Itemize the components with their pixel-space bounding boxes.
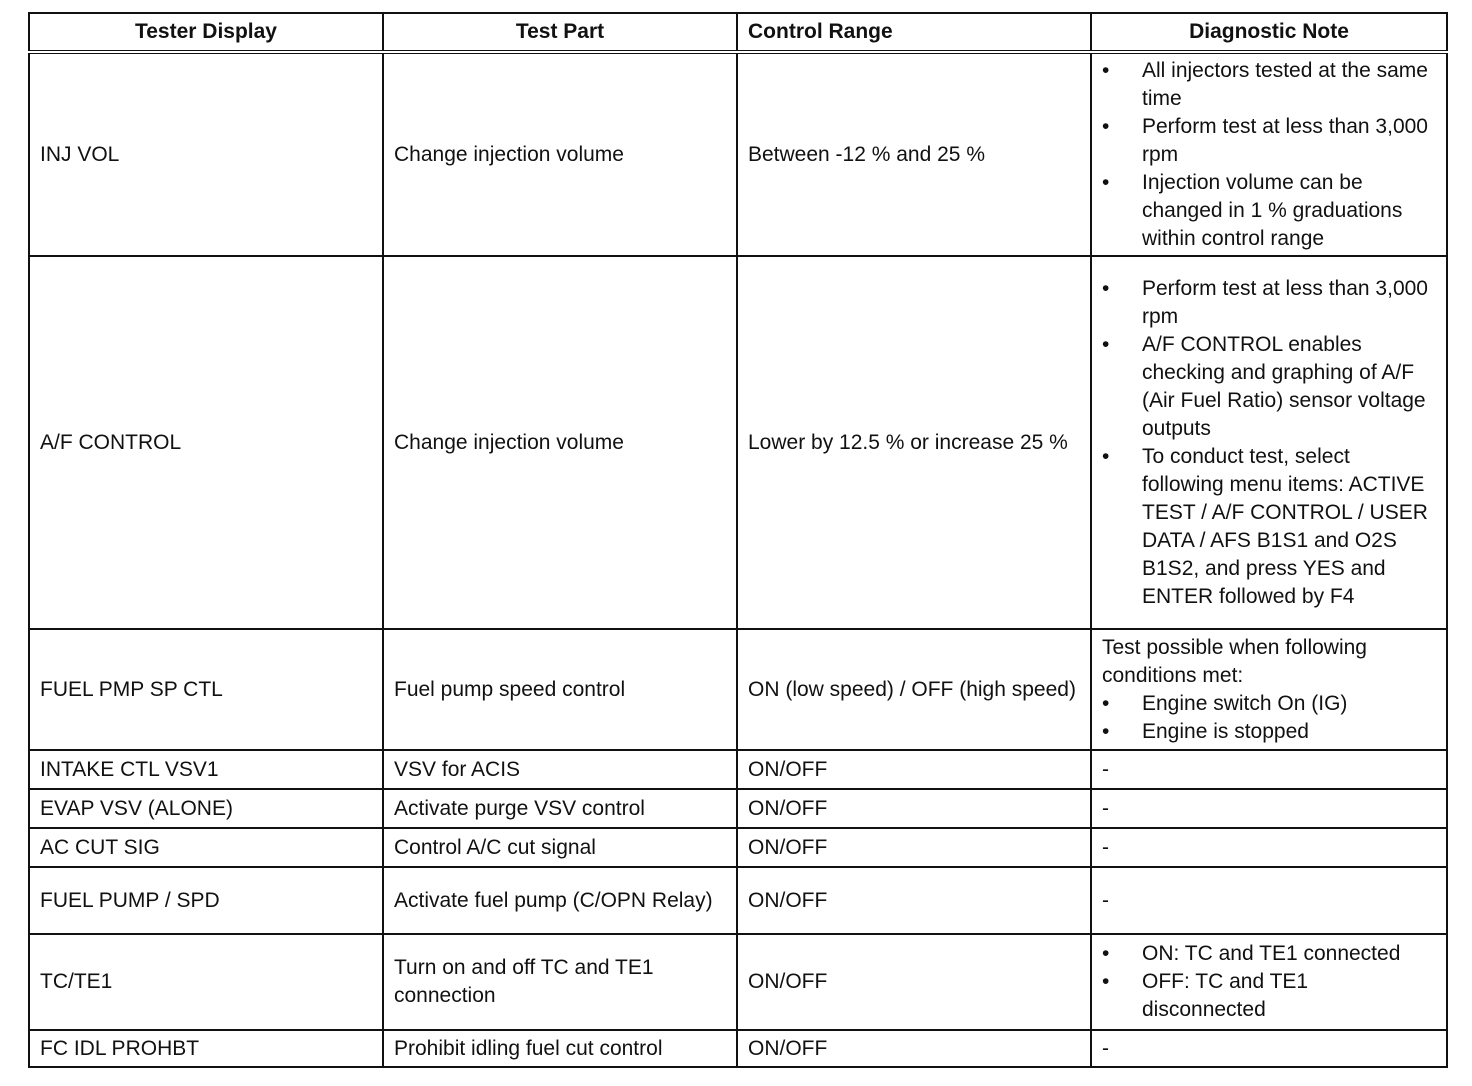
cell-control-range: ON/OFF bbox=[737, 750, 1091, 789]
cell-test-part: Change injection volume bbox=[383, 256, 737, 629]
table-body bbox=[29, 52, 1447, 1067]
bullet-icon: • bbox=[1102, 276, 1110, 300]
bullet-icon: • bbox=[1102, 719, 1110, 743]
bullet-icon: • bbox=[1102, 332, 1110, 356]
cell-tester-display: TC/TE1 bbox=[29, 934, 383, 1030]
bullet-icon: • bbox=[1102, 114, 1110, 138]
note-bullet-item bbox=[1102, 443, 1436, 611]
cell-diagnostic-note bbox=[1091, 256, 1447, 629]
note-text: - bbox=[1102, 796, 1109, 820]
note-bullet-text: To conduct test, select following menu items: ACTIVE TEST / A/F CONTROL / USER DATA / AFS B1S1 and O2S B1S2, and press YES and ENTER followed by F4 bbox=[1142, 444, 1428, 608]
note-bullet-item bbox=[1102, 57, 1436, 113]
note-bullet-text: OFF: TC and TE1 disconnected bbox=[1142, 970, 1309, 1021]
cell-diagnostic-note bbox=[1091, 867, 1447, 934]
cell-test-part: VSV for ACIS bbox=[383, 750, 737, 789]
note-bullet-list bbox=[1102, 57, 1436, 253]
cell-control-range: ON/OFF bbox=[737, 934, 1091, 1030]
table-row bbox=[29, 867, 1447, 934]
note-bullet-text: Perform test at less than 3,000 rpm bbox=[1142, 276, 1428, 328]
cell-control-range: ON/OFF bbox=[737, 828, 1091, 867]
cell-diagnostic-note bbox=[1091, 789, 1447, 828]
cell-tester-display: INTAKE CTL VSV1 bbox=[29, 750, 383, 789]
cell-diagnostic-note bbox=[1091, 629, 1447, 750]
table-row bbox=[29, 789, 1447, 828]
header-row bbox=[29, 13, 1447, 52]
cell-tester-display: AC CUT SIG bbox=[29, 828, 383, 867]
cell-diagnostic-note bbox=[1091, 934, 1447, 1030]
header-test-part: Test Part bbox=[383, 13, 737, 52]
note-text: - bbox=[1102, 835, 1109, 859]
cell-tester-display: FUEL PUMP / SPD bbox=[29, 867, 383, 934]
header-diagnostic-note: Diagnostic Note bbox=[1091, 13, 1447, 52]
cell-tester-display: INJ VOL bbox=[29, 52, 383, 256]
cell-test-part: Control A/C cut signal bbox=[383, 828, 737, 867]
note-text: - bbox=[1102, 888, 1109, 912]
cell-tester-display: A/F CONTROL bbox=[29, 256, 383, 629]
cell-tester-display: FUEL PMP SP CTL bbox=[29, 629, 383, 750]
bullet-icon: • bbox=[1102, 970, 1110, 993]
bullet-icon: • bbox=[1102, 444, 1110, 468]
note-bullet-list bbox=[1102, 940, 1436, 1024]
table-row bbox=[29, 934, 1447, 1030]
note-bullet-text: Perform test at less than 3,000 rpm bbox=[1142, 114, 1428, 166]
note-bullet-item bbox=[1102, 718, 1436, 746]
note-bullet-list bbox=[1102, 275, 1436, 611]
note-bullet-item bbox=[1102, 113, 1436, 169]
cell-control-range: ON/OFF bbox=[737, 789, 1091, 828]
cell-test-part: Prohibit idling fuel cut control bbox=[383, 1030, 737, 1067]
note-text: - bbox=[1102, 1036, 1109, 1060]
note-bullet-item bbox=[1102, 169, 1436, 253]
table-row bbox=[29, 52, 1447, 256]
cell-control-range: ON (low speed) / OFF (high speed) bbox=[737, 629, 1091, 750]
cell-tester-display: FC IDL PROHBT bbox=[29, 1030, 383, 1067]
note-bullet-text: ON: TC and TE1 connected bbox=[1142, 942, 1401, 965]
cell-tester-display: EVAP VSV (ALONE) bbox=[29, 789, 383, 828]
active-test-table bbox=[28, 12, 1448, 1068]
note-bullet-item bbox=[1102, 940, 1436, 968]
header-control-range: Control Range bbox=[737, 13, 1091, 52]
table-row bbox=[29, 750, 1447, 789]
note-bullet-text: All injectors tested at the same time bbox=[1142, 58, 1428, 110]
note-bullet-item bbox=[1102, 275, 1436, 331]
note-bullet-item bbox=[1102, 690, 1436, 718]
note-bullet-text: A/F CONTROL enables checking and graphing of A/F (Air Fuel Ratio) sensor voltage outputs bbox=[1142, 332, 1426, 440]
cell-diagnostic-note bbox=[1091, 828, 1447, 867]
table-row bbox=[29, 629, 1447, 750]
note-bullet-list bbox=[1102, 690, 1436, 746]
header-tester-display: Tester Display bbox=[29, 13, 383, 52]
note-text: Test possible when following conditions met: bbox=[1102, 635, 1367, 687]
bullet-icon: • bbox=[1102, 691, 1110, 715]
note-bullet-text: Engine is stopped bbox=[1142, 719, 1309, 743]
cell-test-part: Activate purge VSV control bbox=[383, 789, 737, 828]
note-bullet-item bbox=[1102, 968, 1436, 1024]
note-bullet-text: Injection volume can be changed in 1 % graduations within control range bbox=[1142, 170, 1403, 250]
table-row bbox=[29, 828, 1447, 867]
cell-test-part: Activate fuel pump (C/OPN Relay) bbox=[383, 867, 737, 934]
cell-control-range: ON/OFF bbox=[737, 1030, 1091, 1067]
bullet-icon: • bbox=[1102, 942, 1110, 965]
cell-control-range: Lower by 12.5 % or increase 25 % bbox=[737, 256, 1091, 629]
table-row bbox=[29, 256, 1447, 629]
cell-diagnostic-note bbox=[1091, 750, 1447, 789]
bullet-icon: • bbox=[1102, 170, 1110, 194]
cell-diagnostic-note bbox=[1091, 52, 1447, 256]
note-bullet-item bbox=[1102, 331, 1436, 443]
cell-control-range: Between -12 % and 25 % bbox=[737, 52, 1091, 256]
table-row bbox=[29, 1030, 1447, 1067]
cell-test-part: Change injection volume bbox=[383, 52, 737, 256]
note-bullet-text: Engine switch On (IG) bbox=[1142, 691, 1348, 715]
note-text: - bbox=[1102, 757, 1109, 781]
bullet-icon: • bbox=[1102, 58, 1110, 82]
cell-diagnostic-note bbox=[1091, 1030, 1447, 1067]
cell-control-range: ON/OFF bbox=[737, 867, 1091, 934]
cell-test-part: Fuel pump speed control bbox=[383, 629, 737, 750]
cell-test-part: Turn on and off TC and TE1 connection bbox=[383, 934, 737, 1030]
